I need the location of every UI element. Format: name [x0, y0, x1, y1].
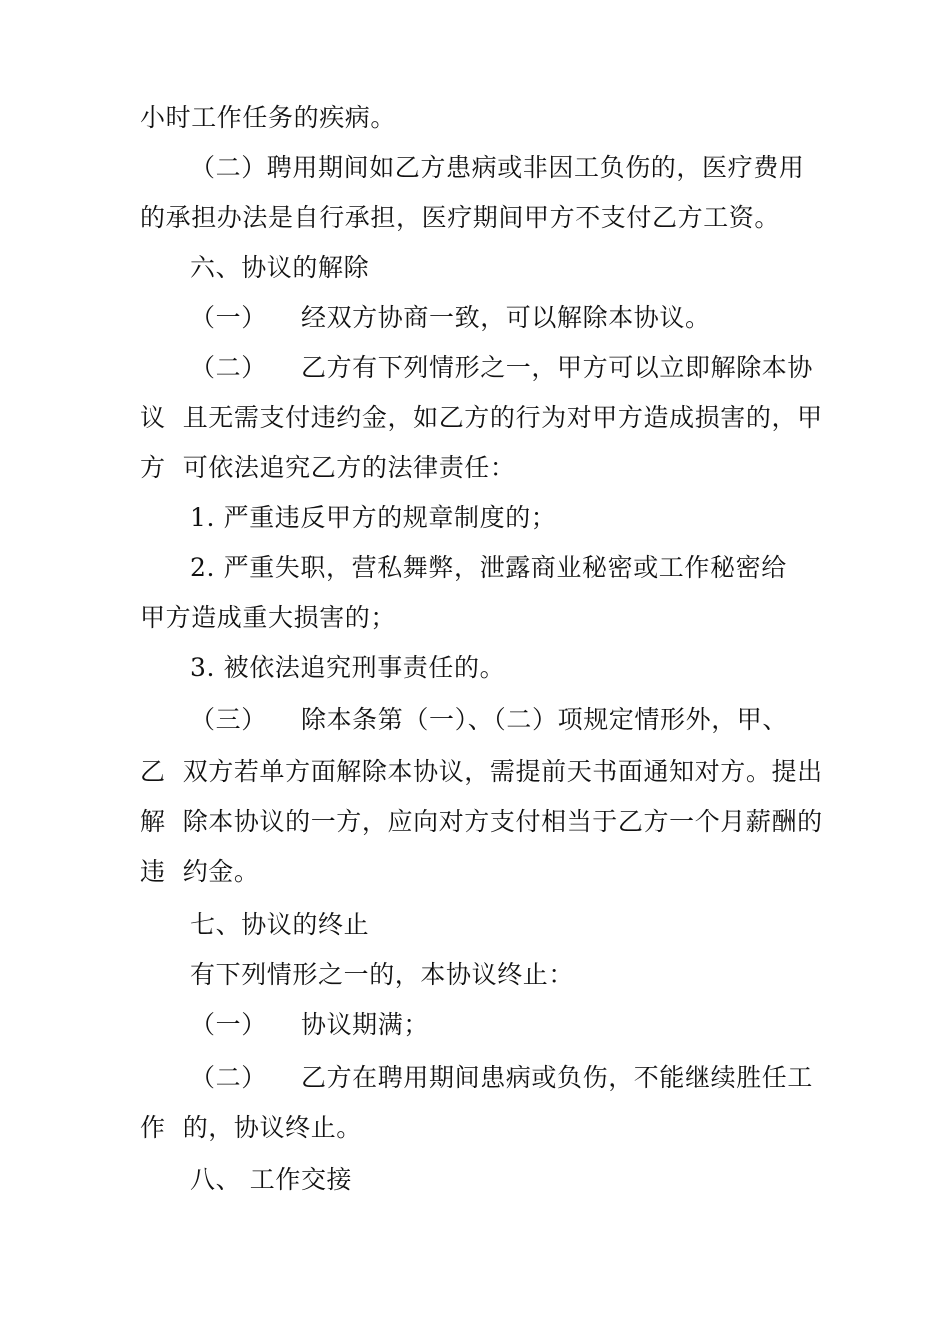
text-line: （二） 乙方在聘用期间患病或负伤，不能继续胜任工 — [190, 1063, 813, 1092]
text-line: （二）聘用期间如乙方患病或非因工负伤的，医疗费用 — [190, 153, 805, 182]
text-line: 违 约金。 — [140, 857, 260, 886]
list-item: 2. 严重失职，营私舞弊，泄露商业秘密或工作秘密给 — [190, 553, 787, 582]
text-line: 的承担办法是自行承担，医疗期间甲方不支付乙方工资。 — [140, 203, 781, 232]
text-line: （二） 乙方有下列情形之一，甲方可以立即解除本协 — [190, 353, 813, 382]
section-heading: 八、 工作交接 — [190, 1165, 353, 1194]
section-heading: 七、协议的终止 — [190, 910, 370, 939]
list-item: 1. 严重违反甲方的规章制度的； — [190, 503, 557, 532]
text-line: （一） 经双方协商一致，可以解除本协议。 — [190, 303, 711, 332]
text-line: 方 可依法追究乙方的法律责任： — [140, 453, 516, 482]
list-item: 3. 被依法追究刑事责任的。 — [190, 653, 506, 682]
text-line: 乙 双方若单方面解除本协议，需提前天书面通知对方。提出 — [140, 757, 823, 786]
text-line: 有下列情形之一的，本协议终止： — [190, 960, 575, 989]
text-line: （一） 协议期满； — [190, 1010, 429, 1039]
text-line: 小时工作任务的疾病。 — [140, 103, 397, 132]
text-line: 议 且无需支付违约金，如乙方的行为对甲方造成损害的，甲 — [140, 403, 823, 432]
text-line: （三） 除本条第（一）、（二）项规定情形外，甲、 — [190, 705, 788, 734]
text-line: 甲方造成重大损害的； — [140, 603, 397, 632]
section-heading: 六、协议的解除 — [190, 253, 370, 282]
text-line: 解 除本协议的一方，应向对方支付相当于乙方一个月薪酬的 — [140, 807, 823, 836]
text-line: 作 的，协议终止。 — [140, 1113, 362, 1142]
